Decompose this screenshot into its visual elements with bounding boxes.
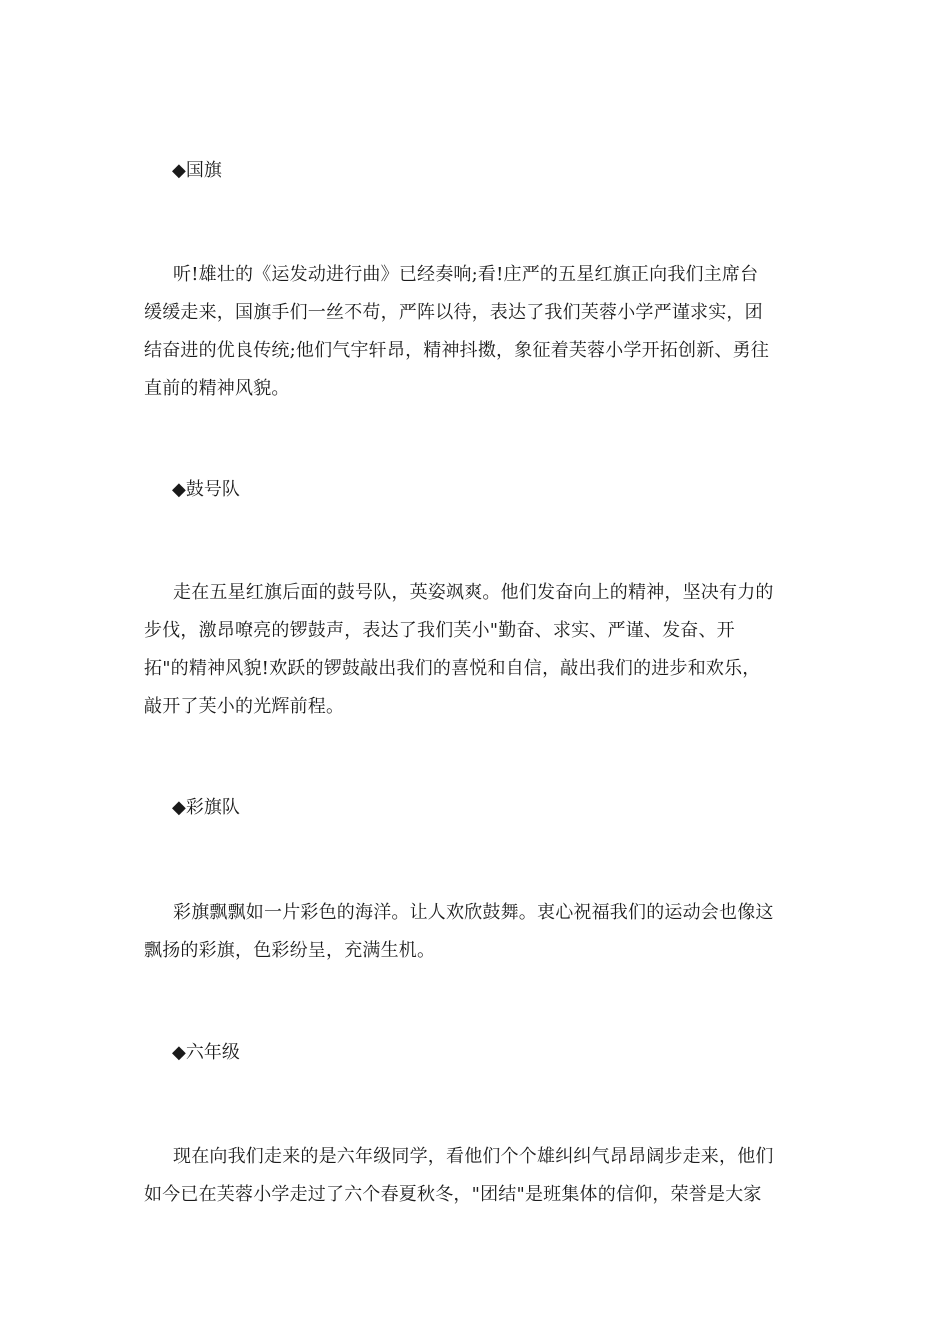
paragraph-line: 现在向我们走来的是六年级同学，看他们个个雄纠纠气昂昂阔步走来，他们 — [173, 1146, 774, 1167]
paragraph-line: 敲开了芙小的光辉前程。 — [144, 696, 345, 717]
section-heading-grade-six: ◆六年级 — [172, 1042, 240, 1063]
section-heading-national-flag: ◆国旗 — [172, 160, 222, 181]
paragraph-flag-team — [144, 900, 808, 976]
paragraph-line: 飘扬的彩旗，色彩纷呈，充满生机。 — [144, 940, 436, 961]
paragraph-line: 拓"的精神风貌!欢跃的锣鼓敲出我们的喜悦和自信，敲出我们的进步和欢乐， — [144, 658, 761, 679]
paragraph-line: 如今已在芙蓉小学走过了六个春夏秋冬，"团结"是班集体的信仰，荣誉是大家 — [144, 1184, 762, 1205]
paragraph-grade-six — [144, 1144, 808, 1220]
paragraph-drum-band — [144, 580, 808, 732]
paragraph-line: 走在五星红旗后面的鼓号队，英姿飒爽。他们发奋向上的精神，坚决有力的 — [173, 582, 774, 603]
paragraph-national-flag — [144, 262, 808, 414]
paragraph-line: 结奋进的优良传统;他们气宇轩昂，精神抖擞，象征着芙蓉小学开拓创新、勇往 — [144, 340, 770, 361]
section-heading-drum-band: ◆鼓号队 — [172, 479, 240, 500]
section-heading-flag-team: ◆彩旗队 — [172, 797, 240, 818]
paragraph-line: 彩旗飘飘如一片彩色的海洋。让人欢欣鼓舞。衷心祝福我们的运动会也像这 — [173, 902, 774, 923]
paragraph-line: 直前的精神风貌。 — [144, 378, 290, 399]
paragraph-line: 缓缓走来，国旗手们一丝不苟，严阵以待，表达了我们芙蓉小学严谨求实，团 — [144, 302, 763, 323]
paragraph-line: 步伐，激昂嘹亮的锣鼓声，表达了我们芙小"勤奋、求实、严谨、发奋、开 — [144, 620, 735, 641]
paragraph-line: 听!雄壮的《运发动进行曲》已经奏响;看!庄严的五星红旗正向我们主席台 — [173, 264, 759, 285]
